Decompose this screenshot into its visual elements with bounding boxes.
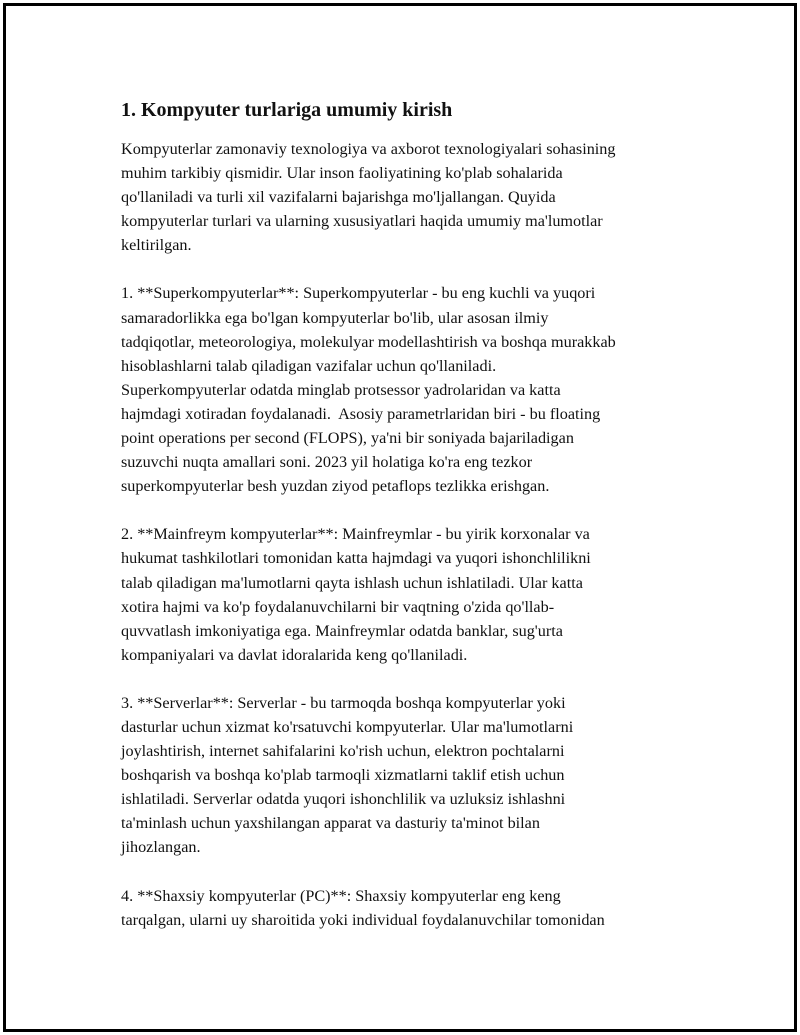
text-line: kompaniyalari va davlat idoralarida keng qo'llaniladi. <box>121 645 468 664</box>
text-line: dasturlar uchun xizmat ko'rsatuvchi kompyuterlar. Ular ma'lumotlarni <box>121 717 574 736</box>
text-line: tadqiqotlar, meteorologiya, molekulyar modellashtirish va boshqa murakkab <box>121 332 616 351</box>
text-line: muhim tarkibiy qismidir. Ular inson faoliyatining ko'plab sohalarida <box>121 164 563 183</box>
mainframes-paragraph <box>121 522 696 667</box>
text-line: hajmdagi xotiradan foydalanadi. Asosiy parametrlaridan biri - bu floating <box>121 404 601 423</box>
text-line: keltirilgan. <box>121 236 192 255</box>
text-line: hisoblashlarni talab qiladigan vazifalar uchun qo'llaniladi. <box>121 356 497 375</box>
text-line: superkompyuterlar besh yuzdan ziyod petaflops tezlikka erishgan. <box>121 477 550 496</box>
text-line: 2. **Mainfreym kompyuterlar**: Mainfreymlar - bu yirik korxonalar va <box>121 525 590 544</box>
text-line: kompyuterlar turlari va ularning xususiyatlari haqida umumiy ma'lumotlar <box>121 212 603 231</box>
page-frame <box>3 3 797 1032</box>
text-line: 1. **Superkompyuterlar**: Superkompyuterlar - bu eng kuchli va yuqori <box>121 284 596 303</box>
text-line: xotira hajmi va ko'p foydalanuvchilarni bir vaqtning o'zida qo'llab- <box>121 597 555 616</box>
text-line: point operations per second (FLOPS), ya'ni bir soniyada bajariladigan <box>121 429 574 448</box>
text-line: qo'llaniladi va turli xil vazifalarni bajarishga mo'ljallangan. Quyida <box>121 188 556 207</box>
text-line: ishlatiladi. Serverlar odatda yuqori ishonchlilik va uzluksiz ishlashni <box>121 790 566 809</box>
text-line: ta'minlash uchun yaxshilangan apparat va dasturiy ta'minot bilan <box>121 814 540 833</box>
intro-paragraph <box>121 137 696 257</box>
text-line: tarqalgan, ularni uy sharoitida yoki individual foydalanuvchilar tomonidan <box>121 910 605 929</box>
personal-computers-paragraph <box>121 884 696 932</box>
document-title: 1. Kompyuter turlariga umumiy kirish <box>121 99 453 121</box>
document-body <box>121 96 696 956</box>
supercomputers-paragraph <box>121 281 696 498</box>
servers-paragraph <box>121 691 696 860</box>
text-line: hukumat tashkilotlari tomonidan katta hajmdagi va yuqori ishonchlilikni <box>121 549 591 568</box>
text-line: 3. **Serverlar**: Serverlar - bu tarmoqda boshqa kompyuterlar yoki <box>121 693 566 712</box>
text-line: Kompyuterlar zamonaviy texnologiya va axborot texnologiyalari sohasining <box>121 140 616 158</box>
text-line: suzuvchi nuqta amallari soni. 2023 yil holatiga ko'ra eng tezkor <box>121 453 533 472</box>
text-line: quvvatlash imkoniyatiga ega. Mainfreymlar odatda banklar, sug'urta <box>121 621 563 640</box>
text-line: joylashtirish, internet sahifalarini ko'rish uchun, elektron pochtalarni <box>121 742 565 761</box>
text-line: Superkompyuterlar odatda minglab protsessor yadrolaridan va katta <box>121 380 561 399</box>
text-line: jihozlangan. <box>121 838 201 857</box>
text-line: 4. **Shaxsiy kompyuterlar (PC)**: Shaxsiy kompyuterlar eng keng <box>121 886 561 905</box>
text-line: samaradorlikka ega bo'lgan kompyuterlar bo'lib, ular asosan ilmiy <box>121 308 549 327</box>
text-line: talab qiladigan ma'lumotlarni qayta ishlash uchun ishlatiladi. Ular katta <box>121 573 583 592</box>
text-line: boshqarish va boshqa ko'plab tarmoqli xizmatlarni taklif etish uchun <box>121 766 565 785</box>
